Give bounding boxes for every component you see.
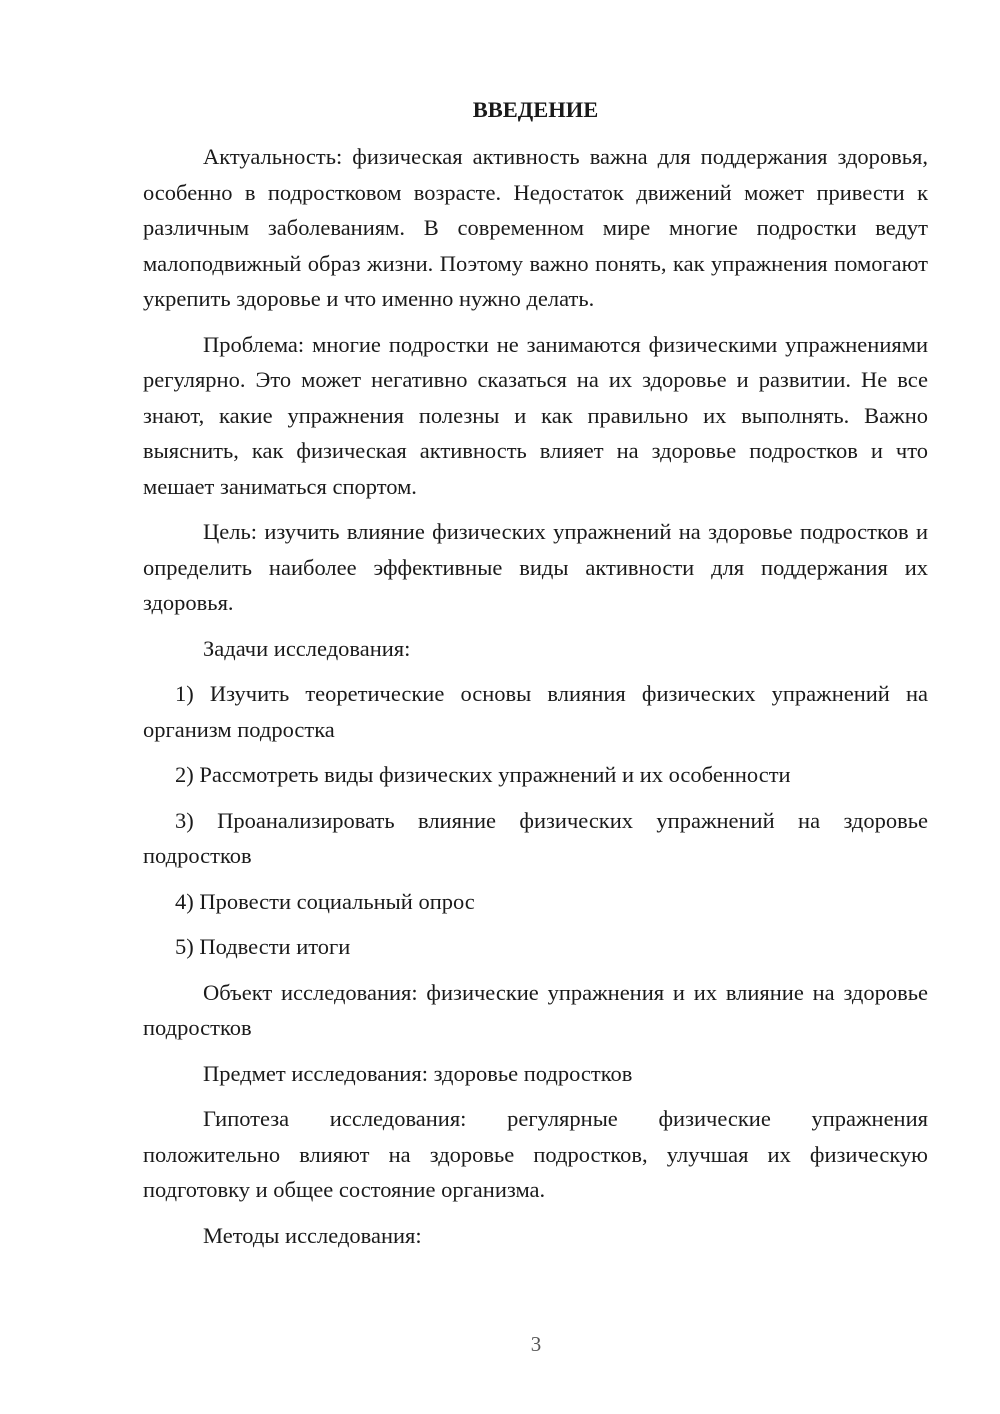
section-heading: ВВЕДЕНИЕ	[472, 97, 599, 122]
relevance-paragraph: Актуальность: физическая активность важна для поддержания здоровья, особенно в подростковом возрасте. Недостаток движений может привести к различным заболеваниям. В современном мире многие подростки ведут малоподвижный образ жизни. Поэтому важно понять, как упражнения помогают укрепить здоровье и что именно нужно делать.	[143, 144, 928, 311]
task-item: 5) Подвести итоги	[175, 934, 351, 959]
page-number: 3	[530, 1332, 542, 1356]
subject-paragraph: Предмет исследования: здоровье подростков	[203, 1060, 633, 1086]
task-item: 2) Рассмотреть виды физических упражнений и их особенности	[175, 762, 791, 787]
task-item: 4) Провести социальный опрос	[175, 888, 475, 914]
task-item: 3) Проанализировать влияние физических упражнений на здоровье подростков	[143, 807, 928, 868]
goal-paragraph: Цель: изучить влияние физических упражнений на здоровье подростков и определить наиболее эффективные виды активности для поддержания их здоровья.	[143, 519, 928, 615]
methods-title: Методы исследования:	[203, 1222, 422, 1248]
tasks-title: Задачи исследования:	[203, 635, 411, 661]
task-item: 1) Изучить теоретические основы влияния физических упражнений на организм подростка	[143, 681, 928, 742]
problem-paragraph: Проблема: многие подростки не занимаются физическими упражнениями регулярно. Это может негативно сказаться на их здоровье и развитии. Не все знают, какие упражнения полезны и как правильно их выполнять. Важно выяснить, как физическая активность влияет на здоровье подростков и что мешает заниматься спортом.	[143, 331, 928, 499]
hypothesis-paragraph: Гипотеза исследования: регулярные физические упражнения положительно влияют на здоровье подростков, улучшая их физическую подготовку и общее состояние организма.	[143, 1106, 928, 1202]
document-page	[143, 92, 928, 1263]
object-paragraph: Объект исследования: физические упражнения и их влияние на здоровье подростков	[143, 979, 928, 1040]
